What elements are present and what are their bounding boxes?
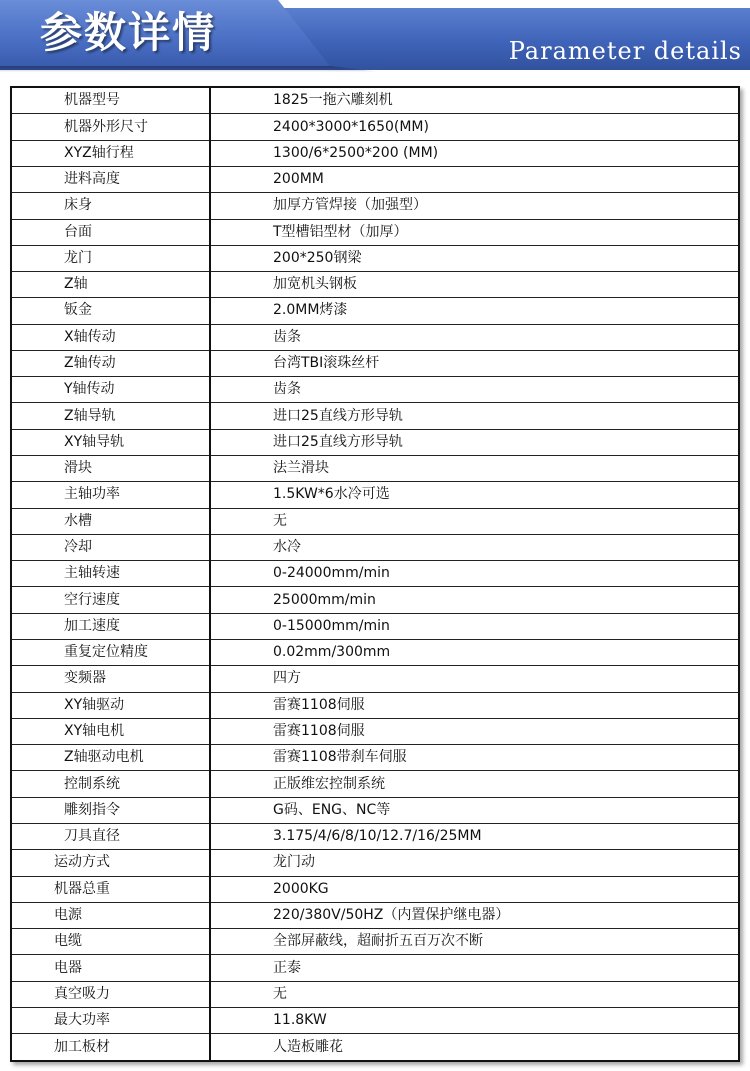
parameter-value: 200MM bbox=[210, 166, 738, 192]
table-row bbox=[12, 955, 738, 981]
parameter-value: 25000mm/min bbox=[210, 587, 738, 613]
parameter-value: 四方 bbox=[210, 666, 738, 692]
parameter-label: Z轴驱动电机 bbox=[12, 745, 210, 771]
parameter-value: 全部屏蔽线，超耐折五百万次不断 bbox=[210, 929, 738, 955]
parameter-value: T型槽铝型材（加厚） bbox=[210, 219, 738, 245]
table-row bbox=[12, 193, 738, 219]
parameter-value: 0-15000mm/min bbox=[210, 613, 738, 639]
parameter-value: 0-24000mm/min bbox=[210, 561, 738, 587]
table-row bbox=[12, 482, 738, 508]
table-row bbox=[12, 1007, 738, 1033]
page-header bbox=[0, 0, 750, 74]
table-row bbox=[12, 745, 738, 771]
parameter-value: 加宽机头钢板 bbox=[210, 272, 738, 298]
parameter-label: Z轴导轨 bbox=[12, 403, 210, 429]
parameter-label: 钣金 bbox=[12, 298, 210, 324]
parameter-value: 1825一拖六雕刻机 bbox=[210, 88, 738, 114]
parameter-value: 齿条 bbox=[210, 324, 738, 350]
table-row bbox=[12, 272, 738, 298]
parameter-label: 机器型号 bbox=[12, 88, 210, 114]
table-row bbox=[12, 771, 738, 797]
parameter-label: 主轴转速 bbox=[12, 561, 210, 587]
parameter-label: Z轴传动 bbox=[12, 350, 210, 376]
parameter-label: 床身 bbox=[12, 193, 210, 219]
parameter-label: 进料高度 bbox=[12, 166, 210, 192]
table-row bbox=[12, 850, 738, 876]
table-row bbox=[12, 823, 738, 849]
table-row bbox=[12, 797, 738, 823]
parameter-value: 台湾TBI滚珠丝杆 bbox=[210, 350, 738, 376]
table-row bbox=[12, 902, 738, 928]
table-row bbox=[12, 929, 738, 955]
parameter-label: Z轴 bbox=[12, 272, 210, 298]
table-row bbox=[12, 1034, 738, 1060]
parameter-label: 加工板材 bbox=[12, 1034, 210, 1060]
table-row bbox=[12, 298, 738, 324]
parameter-label: XY轴驱动 bbox=[12, 692, 210, 718]
parameter-label: 电源 bbox=[12, 902, 210, 928]
table-row bbox=[12, 377, 738, 403]
page-title: 参数详情 bbox=[40, 8, 217, 57]
parameter-value: 无 bbox=[210, 508, 738, 534]
parameter-value: 进口25直线方形导轨 bbox=[210, 403, 738, 429]
parameter-label: 水槽 bbox=[12, 508, 210, 534]
parameter-value: 雷赛1108带刹车伺服 bbox=[210, 745, 738, 771]
parameter-value: 3.175/4/6/8/10/12.7/16/25MM bbox=[210, 823, 738, 849]
parameter-value: 220/380V/50HZ（内置保护继电器） bbox=[210, 902, 738, 928]
table-row bbox=[12, 876, 738, 902]
table-row bbox=[12, 718, 738, 744]
parameter-label: XY轴电机 bbox=[12, 718, 210, 744]
parameter-value: 雷赛1108伺服 bbox=[210, 692, 738, 718]
table-row bbox=[12, 534, 738, 560]
table-row bbox=[12, 324, 738, 350]
parameter-label: 重复定位精度 bbox=[12, 640, 210, 666]
parameter-label: 滑块 bbox=[12, 456, 210, 482]
parameter-label: X轴传动 bbox=[12, 324, 210, 350]
parameter-label: 雕刻指令 bbox=[12, 797, 210, 823]
table-row bbox=[12, 88, 738, 114]
table-row bbox=[12, 350, 738, 376]
parameter-label: 电器 bbox=[12, 955, 210, 981]
parameter-label: XY轴导轨 bbox=[12, 429, 210, 455]
table-row bbox=[12, 429, 738, 455]
table-row bbox=[12, 114, 738, 140]
parameter-value: 加厚方管焊接（加强型） bbox=[210, 193, 738, 219]
table-row bbox=[12, 245, 738, 271]
parameter-value: 法兰滑块 bbox=[210, 456, 738, 482]
parameter-value: 1300/6*2500*200 (MM) bbox=[210, 140, 738, 166]
table-row bbox=[12, 666, 738, 692]
parameter-label: 变频器 bbox=[12, 666, 210, 692]
parameter-label: 最大功率 bbox=[12, 1007, 210, 1033]
parameter-label: 台面 bbox=[12, 219, 210, 245]
parameter-value: 正泰 bbox=[210, 955, 738, 981]
parameter-label: 冷却 bbox=[12, 534, 210, 560]
table-row bbox=[12, 561, 738, 587]
parameter-label: 主轴功率 bbox=[12, 482, 210, 508]
parameter-label: XYZ轴行程 bbox=[12, 140, 210, 166]
parameter-value: 正版维宏控制系统 bbox=[210, 771, 738, 797]
parameter-label: 机器外形尺寸 bbox=[12, 114, 210, 140]
parameter-value: 2000KG bbox=[210, 876, 738, 902]
parameter-value: 水冷 bbox=[210, 534, 738, 560]
parameter-label: Y轴传动 bbox=[12, 377, 210, 403]
parameter-value: 200*250钢梁 bbox=[210, 245, 738, 271]
parameter-label: 运动方式 bbox=[12, 850, 210, 876]
table-row bbox=[12, 508, 738, 534]
table-row bbox=[12, 403, 738, 429]
parameter-table-body bbox=[12, 88, 738, 1060]
parameter-value: 人造板雕花 bbox=[273, 1038, 343, 1055]
parameter-value: 1.5KW*6水冷可选 bbox=[210, 482, 738, 508]
parameter-value: 2.0MM烤漆 bbox=[210, 298, 738, 324]
parameter-value: 雷赛1108伺服 bbox=[210, 718, 738, 744]
parameter-value: 11.8KW bbox=[210, 1007, 738, 1033]
table-row bbox=[12, 456, 738, 482]
parameter-label: 龙门 bbox=[12, 245, 210, 271]
table-row bbox=[12, 587, 738, 613]
parameter-label: 机器总重 bbox=[12, 876, 210, 902]
parameter-label: 加工速度 bbox=[12, 613, 210, 639]
parameter-value: 进口25直线方形导轨 bbox=[210, 429, 738, 455]
parameter-table bbox=[10, 86, 740, 1062]
page-subtitle: Parameter details bbox=[508, 37, 742, 65]
parameter-value: 2400*3000*1650(MM) bbox=[210, 114, 738, 140]
parameter-label: 电缆 bbox=[12, 929, 210, 955]
parameter-value: 龙门动 bbox=[210, 850, 738, 876]
table-row bbox=[12, 613, 738, 639]
parameter-value: 齿条 bbox=[210, 377, 738, 403]
parameter-label: 刀具直径 bbox=[12, 823, 210, 849]
parameter-value: 0.02mm/300mm bbox=[210, 640, 738, 666]
table-row bbox=[12, 166, 738, 192]
parameter-value: 无 bbox=[210, 981, 738, 1007]
table-row bbox=[12, 640, 738, 666]
table-row bbox=[12, 140, 738, 166]
table-row bbox=[12, 692, 738, 718]
table-row bbox=[12, 219, 738, 245]
table-row bbox=[12, 981, 738, 1007]
parameter-label: 真空吸力 bbox=[12, 981, 210, 1007]
parameter-label: 空行速度 bbox=[12, 587, 210, 613]
parameter-label: 控制系统 bbox=[12, 771, 210, 797]
header-tab-shadow bbox=[0, 66, 380, 72]
parameter-value: G码、ENG、NC等 bbox=[210, 797, 738, 823]
